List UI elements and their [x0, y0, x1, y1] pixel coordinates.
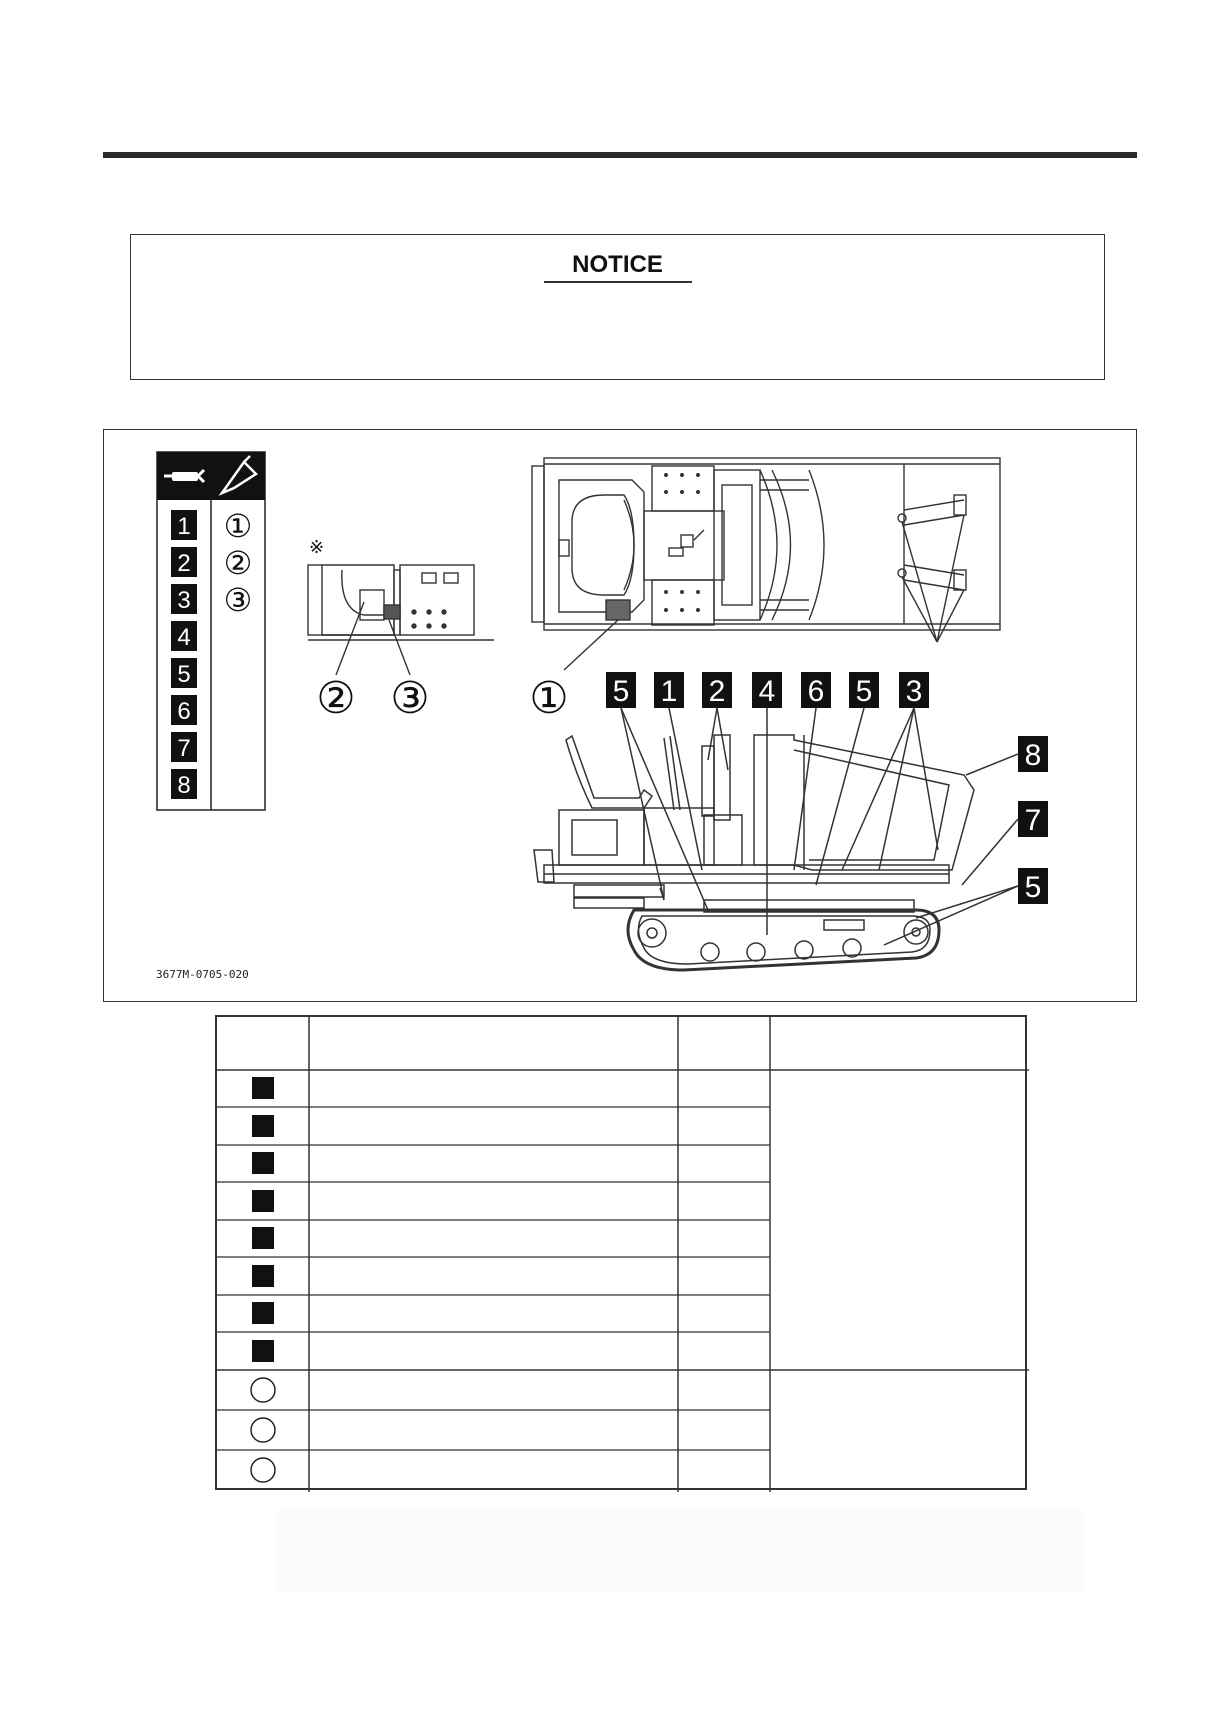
side-callout-8: 8: [1024, 739, 1042, 772]
legend-square-5: 5: [177, 661, 191, 688]
side-callouts-right: [1018, 736, 1048, 904]
side-callout-5c: 5: [1024, 871, 1042, 904]
top-view-callout-1: ①: [529, 673, 569, 724]
legend-square-4: 4: [177, 624, 191, 651]
side-callout-5a: 5: [612, 675, 630, 708]
legend-square-labels: [171, 510, 197, 799]
side-callout-5b: 5: [855, 675, 873, 708]
legend-square-7: 7: [177, 735, 191, 762]
legend-square-3: 3: [177, 587, 191, 614]
legend-table: [157, 452, 265, 810]
notice-title: NOTICE: [572, 251, 663, 278]
legend-circle-3: ③: [223, 581, 253, 619]
detail-view: [308, 537, 494, 675]
header-rule: [103, 152, 1137, 158]
legend-circle-2: ②: [223, 544, 253, 582]
blank-footer-area: [275, 1510, 1085, 1592]
detail-symbol: ※: [309, 537, 325, 558]
lubrication-points-figure: [103, 429, 1137, 1002]
notice-title-underline: [544, 281, 692, 283]
legend-square-8: 8: [177, 772, 191, 799]
top-view: [532, 458, 1000, 670]
legend-circle-1: ①: [223, 507, 253, 545]
side-callout-4: 4: [758, 675, 776, 708]
figure-code: 3677M-0705-020: [156, 968, 249, 981]
legend-square-1: 1: [177, 513, 191, 540]
detail-callout-2: ②: [316, 673, 356, 724]
notice-box: [130, 234, 1105, 380]
table-grid: [217, 1017, 1029, 1492]
side-view: [534, 708, 1018, 970]
side-callouts-top: [606, 672, 929, 708]
table-circle-markers: [251, 1378, 275, 1482]
side-callout-3: 3: [905, 675, 923, 708]
side-callout-2: 2: [708, 675, 726, 708]
side-callout-1: 1: [660, 675, 678, 708]
side-callout-7: 7: [1024, 804, 1042, 837]
lubrication-table: [215, 1015, 1027, 1490]
legend-circle-labels: [224, 507, 253, 619]
side-callout-6: 6: [807, 675, 825, 708]
legend-square-2: 2: [177, 550, 191, 577]
detail-callout-3: ③: [390, 673, 430, 724]
machine-drawing: [104, 430, 1138, 1003]
legend-square-6: 6: [177, 698, 191, 725]
